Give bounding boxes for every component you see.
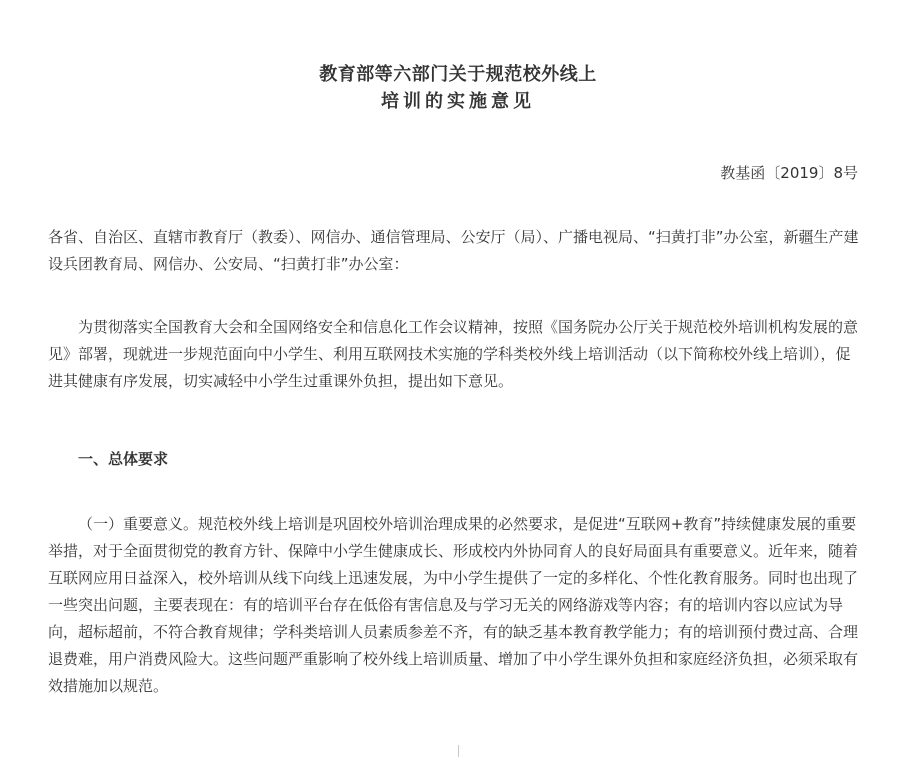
document-title-line-1: 教育部等六部门关于规范校外线上	[319, 64, 597, 85]
document-title-line-2: 培训的实施意见	[381, 91, 535, 112]
subsection-importance-paragraph: （一）重要意义。规范校外线上培训是巩固校外培训治理成果的必然要求，是促进“互联网+教育”持续健康发展的重要举措，对于全面贯彻党的教育方针、保障中小学生健康成长、形成校内外协同育人的良好局面具有重要意义。近年来，随着互联网应用日益深入，校外培训从线下向线上迅速发展，为中小学生提供了一定的多样化、个性化教育服务。同时也出现了一些突出问题，主要表现在：有的培训平台存在低俗有害信息及与学习无关的网络游戏等内容；有的培训内容以应试为导向，超标超前，不符合教育规律；学科类培训人员素质参差不齐，有的缺乏基本教育教学能力；有的培训预付费过高、合理退费难，用户消费风险大。这些问题严重影响了校外线上培训质量、增加了中小学生课外负担和家庭经济负担，必须采取有效措施加以规范。	[48, 515, 859, 695]
intro-paragraph: 为贯彻落实全国教育大会和全国网络安全和信息化工作会议精神，按照《国务院办公厅关于规范校外培训机构发展的意见》部署，现就进一步规范面向中小学生、利用互联网技术实施的学科类校外线上培训活动（以下简称校外线上培训），促进其健康有序发展，切实减轻中小学生过重课外负担，提出如下意见。	[48, 318, 859, 390]
text-cursor-mark	[458, 745, 459, 757]
addressee-paragraph: 各省、自治区、直辖市教育厅（教委）、网信办、通信管理局、公安厅（局）、广播电视局、“扫黄打非”办公室，新疆生产建设兵团教育局、网信办、公安局、“扫黄打非”办公室：	[48, 228, 859, 273]
document-number: 教基函〔2019〕8号	[720, 164, 858, 182]
section-heading-general-requirements: 一、总体要求	[78, 450, 169, 468]
